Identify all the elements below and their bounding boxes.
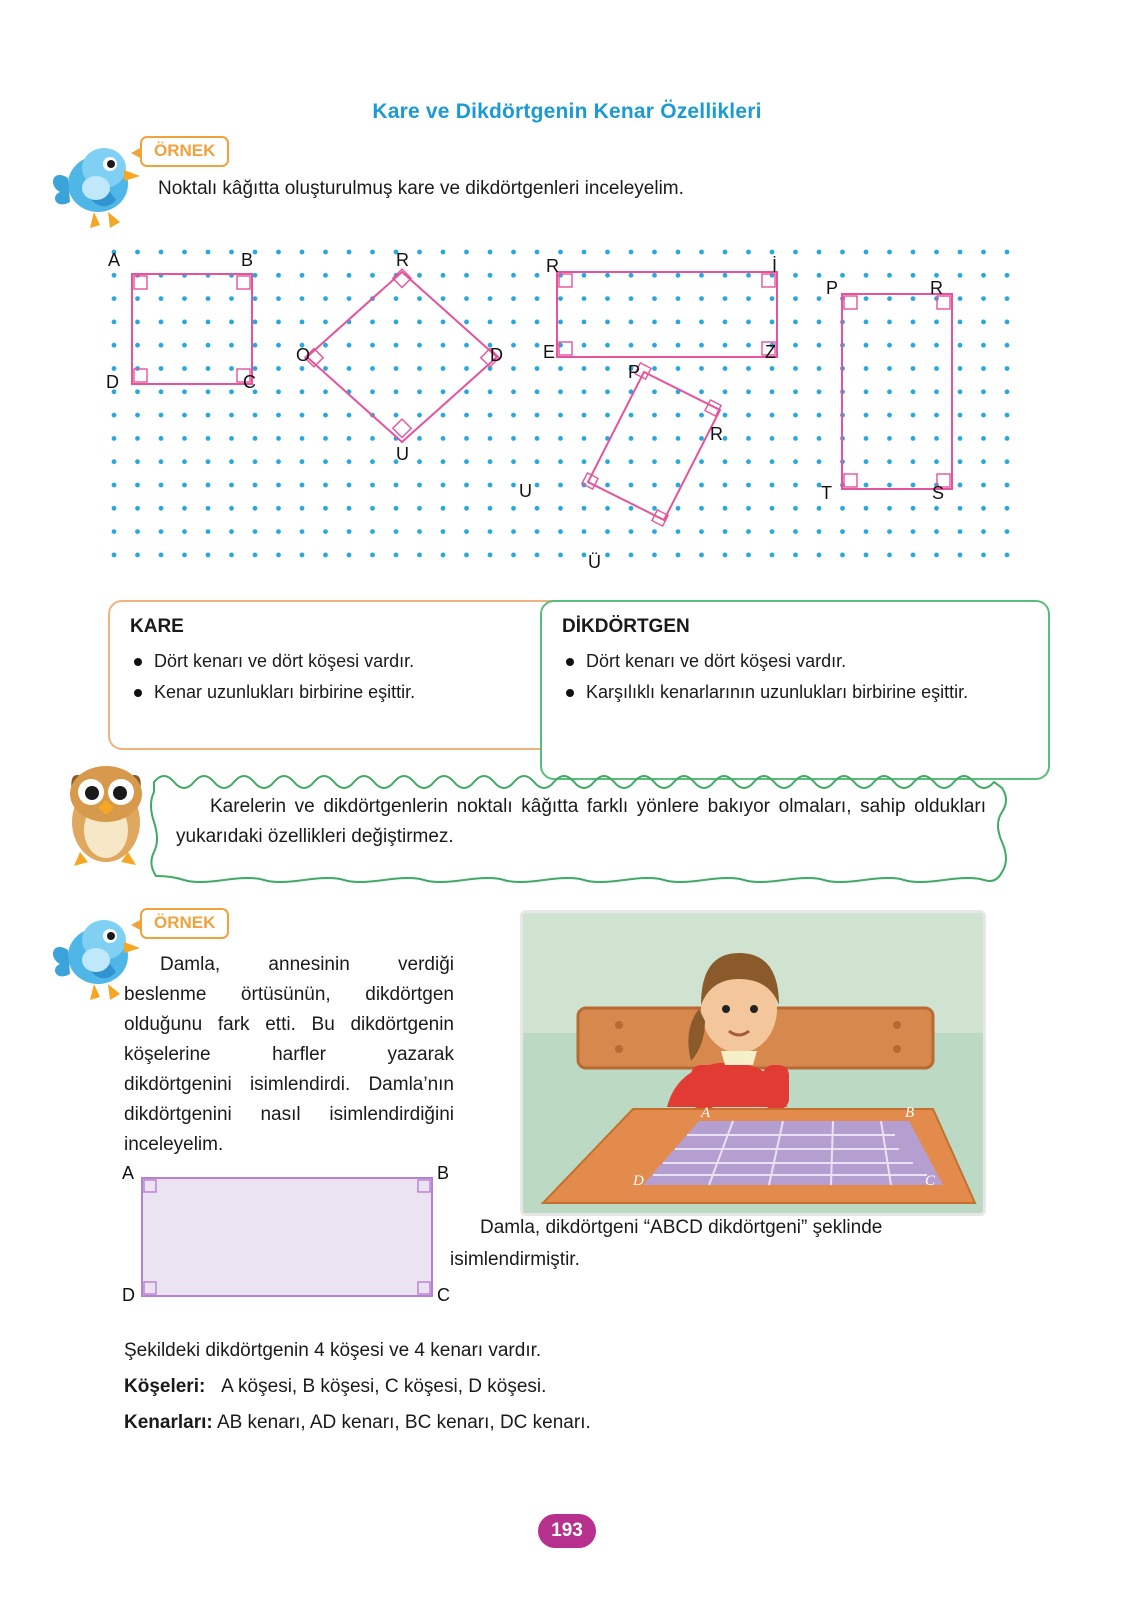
summary-line-1: Şekildeki dikdörtgenin 4 köşesi ve 4 kenarı vardır.: [124, 1340, 542, 1361]
abcd-rectangle-figure: [120, 1160, 480, 1310]
example2-paragraph: Damla, annesinin verdiği beslenme örtüsünün, dikdörtgen olduğunu fark etti. Bu dikdörtgenin köşelerine harfler yazarak dikdörtgenini isimlendirdi. Damla’nın dikdörtgenini nasıl isimlendirdiğini inceleyelim.: [124, 954, 454, 1155]
label-square-A: A: [108, 250, 121, 270]
label-diamond-R: R: [396, 250, 409, 270]
example-badge-2: ÖRNEK: [140, 908, 229, 939]
dikdortgen-box-list: [560, 646, 1030, 708]
label-recttilt-U: U: [519, 481, 532, 501]
label-rect-D: D: [122, 1285, 135, 1305]
kenar-text: AB kenarı, AD kenarı, BC kenarı, DC kenarı.: [216, 1412, 591, 1433]
label-rectwide-Z: Z: [765, 342, 776, 362]
example1-instruction: Noktalı kâğıtta oluşturulmuş kare ve dikdörtgenleri inceleyelim.: [158, 178, 684, 199]
label-diamond-D: D: [490, 345, 503, 365]
kare-item-2: Kenar uzunlukları birbirine eşittir.: [154, 677, 548, 708]
dikdortgen-info-box: [540, 600, 1050, 780]
label-rect-C: C: [437, 1285, 450, 1305]
page-number-badge: 193: [538, 1514, 596, 1548]
kare-box-title: KARE: [130, 616, 184, 637]
damla-photo: [520, 910, 986, 1216]
owl-mascot-icon: [58, 752, 154, 872]
photo-label-B: B: [905, 1105, 915, 1121]
label-recttilt-R: R: [710, 424, 723, 444]
label-square-C: C: [243, 372, 256, 392]
kose-text: A köşesi, B köşesi, C köşesi, D köşesi.: [221, 1376, 547, 1397]
dikdortgen-item-2: Karşılıklı kenarlarının uzunlukları birbirine eşittir.: [586, 677, 1030, 708]
kenar-label: Kenarları:: [124, 1412, 213, 1433]
summary-kenar: [124, 1408, 984, 1438]
kare-info-box: [108, 600, 568, 750]
label-recttall-T: T: [821, 483, 832, 503]
photo-label-D: D: [633, 1173, 644, 1189]
label-rectwide-I: İ: [772, 256, 778, 276]
label-rect-B: B: [437, 1163, 450, 1183]
label-square-B: B: [241, 250, 254, 270]
owl-note-text: Karelerin ve dikdörtgenlerin noktalı kâğıtta farklı yönlere bakıyor olmaları, sahip oldukları yukarıdaki özellikleri değiştirmez.: [176, 796, 986, 847]
bird-mascot-icon: [46, 128, 142, 238]
label-diamond-O: O: [296, 345, 311, 365]
label-recttall-S: S: [932, 483, 945, 503]
label-recttilt-P: P: [628, 362, 641, 382]
label-rect-A: A: [122, 1163, 135, 1183]
kose-label: Köşeleri:: [124, 1376, 206, 1397]
dikdortgen-item-1: Dört kenarı ve dört köşesi vardır.: [586, 646, 1030, 677]
label-rectwide-E: E: [543, 342, 556, 362]
photo-label-A: A: [701, 1105, 711, 1121]
example-badge-1: ÖRNEK: [140, 136, 229, 167]
dikdortgen-box-title: DİKDÖRTGEN: [562, 616, 690, 637]
photo-caption: Damla, dikdörtgeni “ABCD dikdörtgeni” şeklinde isimlendirmiştir.: [450, 1217, 883, 1270]
label-diamond-U: U: [396, 444, 409, 464]
photo-label-C: C: [925, 1173, 936, 1189]
label-recttall-P: P: [826, 278, 839, 298]
kare-box-list: [128, 646, 548, 708]
page-title: Kare ve Dikdörtgenin Kenar Özellikleri: [372, 100, 762, 123]
summary-kose: [124, 1372, 984, 1402]
label-rectwide-R: R: [546, 256, 559, 276]
label-square-D: D: [106, 372, 119, 392]
kare-item-1: Dört kenarı ve dört köşesi vardır.: [154, 646, 548, 677]
label-recttilt-Udiaeresis: Ü: [588, 552, 601, 572]
label-recttall-R: R: [930, 278, 943, 298]
dotted-paper-figures: [92, 232, 1022, 582]
